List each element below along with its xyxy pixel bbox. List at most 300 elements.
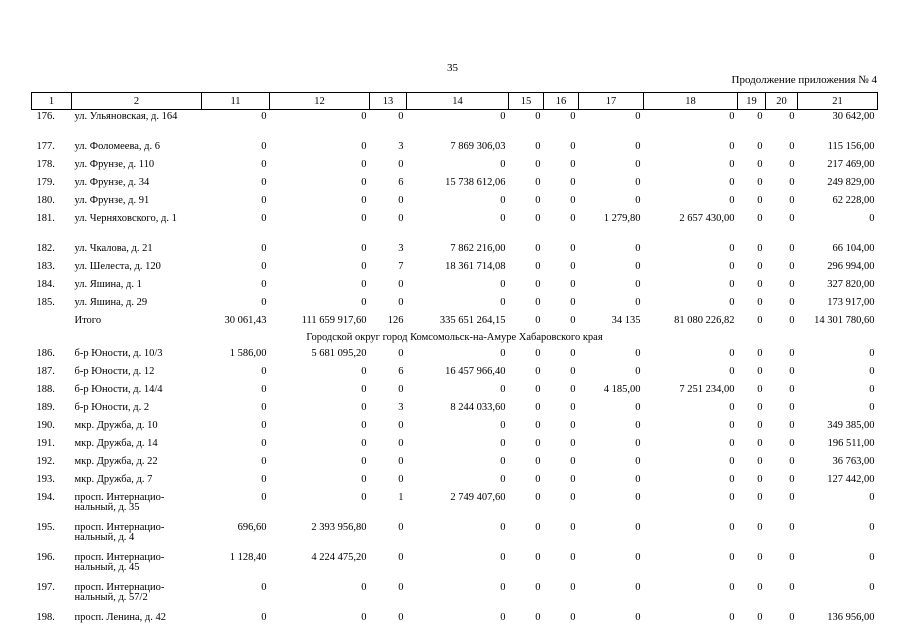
value-cell: 0 [398,420,404,431]
value-cell: 0 [757,366,763,377]
total-row [32,314,878,332]
row-number: 198. [36,612,55,623]
value-cell: 0 [535,402,541,413]
value-cell: 0 [757,456,763,467]
value-cell: 115 156,00 [827,141,875,152]
value-cell: 0 [729,279,735,290]
value-cell: 0 [635,456,641,467]
row-number: 185. [36,297,55,308]
value-cell: 0 [261,582,267,593]
value-cell: 0 [535,243,541,254]
value-cell: 696,60 [237,522,267,533]
value-cell: 16 457 966,40 [445,366,506,377]
value-cell: 0 [500,552,506,563]
value-cell: 0 [869,402,875,413]
value-cell: 0 [261,111,267,122]
value-cell: 173 917,00 [827,297,875,308]
value-cell: 0 [261,612,267,623]
value-cell: 0 [535,366,541,377]
value-cell: 0 [570,438,576,449]
value-cell: 0 [635,348,641,359]
address-cell: ул. Фоломеева, д. 6 [74,141,161,152]
value-cell: 3 [398,243,404,254]
value-cell: 30 642,00 [832,111,875,122]
value-cell: 0 [398,195,404,206]
value-cell: 327 820,00 [827,279,875,290]
value-cell: 0 [361,612,367,623]
value-cell: 0 [789,492,795,503]
value-cell: 0 [570,492,576,503]
value-cell: 0 [261,279,267,290]
table-row [32,140,878,158]
value-cell: 0 [757,141,763,152]
value-cell: 6 [398,366,404,377]
table-row [32,437,878,455]
table-row [32,158,878,176]
value-cell: 7 869 306,03 [450,141,506,152]
value-cell: 0 [729,492,735,503]
value-cell: 0 [757,474,763,485]
value-cell: 249 829,00 [827,177,875,188]
column-header: 1 [32,93,72,110]
address-cell: Итого [74,315,102,326]
value-cell: 0 [500,582,506,593]
row-number: 181. [36,213,55,224]
value-cell: 0 [570,315,576,326]
value-cell: 0 [635,582,641,593]
value-cell: 3 [398,402,404,413]
value-cell: 0 [635,297,641,308]
table-row [32,212,878,242]
value-cell: 0 [361,456,367,467]
table-row [32,242,878,260]
value-cell: 0 [361,141,367,152]
value-cell: 7 [398,261,404,272]
value-cell: 0 [261,195,267,206]
row-number: 191. [36,438,55,449]
value-cell: 0 [535,492,541,503]
value-cell: 0 [729,438,735,449]
value-cell: 0 [535,159,541,170]
value-cell: 0 [757,612,763,623]
address-cell: ул. Яшина, д. 29 [74,297,148,308]
row-number: 180. [36,195,55,206]
address-cell: мкр. Дружба, д. 10 [74,420,158,431]
value-cell: 0 [535,261,541,272]
value-cell: 0 [261,261,267,272]
value-cell: 0 [789,159,795,170]
value-cell: 0 [757,297,763,308]
value-cell: 0 [535,438,541,449]
value-cell: 0 [635,438,641,449]
value-cell: 0 [869,348,875,359]
value-cell: 2 749 407,60 [450,492,506,503]
value-cell: 1 279,80 [603,213,641,224]
value-cell: 0 [398,111,404,122]
value-cell: 0 [570,141,576,152]
value-cell: 81 080 226,82 [674,315,735,326]
value-cell: 36 763,00 [832,456,875,467]
value-cell: 0 [570,195,576,206]
value-cell: 1 128,40 [229,552,267,563]
value-cell: 0 [535,582,541,593]
value-cell: 0 [570,177,576,188]
value-cell: 0 [729,612,735,623]
data-table [31,92,878,629]
value-cell: 0 [261,366,267,377]
column-header: 11 [202,93,270,110]
value-cell: 0 [635,522,641,533]
address-cell: ул. Шелеста, д. 120 [74,261,161,272]
value-cell: 0 [398,279,404,290]
value-cell: 0 [535,384,541,395]
value-cell: 0 [570,279,576,290]
table-body [32,110,878,630]
value-cell: 1 [398,492,404,503]
value-cell: 0 [869,522,875,533]
value-cell: 0 [635,492,641,503]
value-cell: 0 [570,348,576,359]
address-cell: просп. Интернацио-нальный, д. 57/2 [74,582,165,603]
column-header: 18 [644,93,738,110]
row-number: 194. [36,492,55,503]
value-cell: 0 [361,159,367,170]
value-cell: 0 [789,141,795,152]
value-cell: 0 [729,348,735,359]
value-cell: 0 [570,522,576,533]
column-header: 2 [72,93,202,110]
value-cell: 196 511,00 [827,438,875,449]
value-cell: 0 [535,177,541,188]
value-cell: 0 [535,348,541,359]
value-cell: 0 [361,492,367,503]
value-cell: 30 061,43 [224,315,267,326]
value-cell: 0 [361,438,367,449]
table-row [32,473,878,491]
value-cell: 8 244 033,60 [450,402,506,413]
value-cell: 0 [500,279,506,290]
value-cell: 0 [757,384,763,395]
value-cell: 0 [361,384,367,395]
value-cell: 0 [361,582,367,593]
column-header: 15 [509,93,544,110]
table-row [32,260,878,278]
value-cell: 0 [635,261,641,272]
value-cell: 0 [729,141,735,152]
address-cell: просп. Интернацио-нальный, д. 4 [74,522,165,543]
value-cell: 0 [500,297,506,308]
value-cell: 0 [757,177,763,188]
value-cell: 0 [570,582,576,593]
value-cell: 0 [729,297,735,308]
value-cell: 0 [729,177,735,188]
address-cell: ул. Ульяновская, д. 164 [74,111,178,122]
table-row [32,491,878,521]
address-cell: мкр. Дружба, д. 7 [74,474,153,485]
value-cell: 0 [361,213,367,224]
value-cell: 0 [789,111,795,122]
value-cell: 0 [789,474,795,485]
value-cell: 0 [500,213,506,224]
value-cell: 0 [361,261,367,272]
value-cell: 0 [500,195,506,206]
row-number: 177. [36,141,55,152]
value-cell: 0 [361,420,367,431]
value-cell: 0 [757,420,763,431]
table-row [32,401,878,419]
value-cell: 0 [869,582,875,593]
value-cell: 349 385,00 [827,420,875,431]
value-cell: 0 [789,438,795,449]
address-cell: б-р Юности, д. 10/3 [74,348,163,359]
value-cell: 0 [570,297,576,308]
value-cell: 0 [535,111,541,122]
value-cell: 0 [535,420,541,431]
value-cell: 0 [398,552,404,563]
value-cell: 0 [729,195,735,206]
value-cell: 0 [570,243,576,254]
value-cell: 0 [535,456,541,467]
value-cell: 0 [729,522,735,533]
value-cell: 15 738 612,06 [445,177,506,188]
value-cell: 0 [757,243,763,254]
value-cell: 0 [361,366,367,377]
row-number: 195. [36,522,55,533]
value-cell: 0 [398,474,404,485]
value-cell: 127 442,00 [827,474,875,485]
value-cell: 0 [729,261,735,272]
row-number: 197. [36,582,55,593]
value-cell: 0 [570,111,576,122]
value-cell: 0 [789,348,795,359]
value-cell: 0 [570,366,576,377]
table-row [32,455,878,473]
value-cell: 0 [757,315,763,326]
column-header: 20 [766,93,798,110]
value-cell: 0 [757,111,763,122]
value-cell: 0 [757,582,763,593]
value-cell: 0 [635,366,641,377]
value-cell: 0 [398,348,404,359]
value-cell: 0 [729,366,735,377]
address-cell: просп. Интернацио-нальный, д. 35 [74,492,165,513]
value-cell: 126 [387,315,404,326]
value-cell: 0 [570,612,576,623]
value-cell: 0 [261,243,267,254]
value-cell: 0 [570,420,576,431]
value-cell: 0 [535,141,541,152]
value-cell: 0 [729,582,735,593]
row-number: 184. [36,279,55,290]
value-cell: 0 [789,279,795,290]
value-cell: 0 [261,141,267,152]
table-row [32,611,878,629]
value-cell: 0 [635,612,641,623]
value-cell: 0 [789,420,795,431]
value-cell: 0 [361,402,367,413]
address-cell: ул. Черняховского, д. 1 [74,213,177,224]
value-cell: 0 [789,195,795,206]
value-cell: 0 [729,552,735,563]
value-cell: 0 [789,315,795,326]
address-cell: мкр. Дружба, д. 14 [74,438,158,449]
value-cell: 0 [635,111,641,122]
value-cell: 0 [869,552,875,563]
value-cell: 217 469,00 [827,159,875,170]
value-cell: 0 [729,474,735,485]
value-cell: 2 657 430,00 [679,213,735,224]
value-cell: 0 [635,474,641,485]
value-cell: 0 [361,243,367,254]
value-cell: 7 251 234,00 [679,384,735,395]
value-cell: 0 [361,279,367,290]
value-cell: 0 [535,474,541,485]
value-cell: 0 [535,552,541,563]
value-cell: 0 [570,159,576,170]
value-cell: 0 [729,402,735,413]
value-cell: 0 [789,582,795,593]
value-cell: 0 [789,456,795,467]
value-cell: 0 [789,552,795,563]
value-cell: 0 [500,612,506,623]
value-cell: 0 [789,177,795,188]
row-number: 187. [36,366,55,377]
value-cell: 14 301 780,60 [814,315,875,326]
value-cell: 0 [261,420,267,431]
row-number: 179. [36,177,55,188]
row-number: 176. [36,111,55,122]
address-cell: б-р Юности, д. 14/4 [74,384,163,395]
value-cell: 0 [535,213,541,224]
table-row [32,521,878,551]
table-row [32,176,878,194]
value-cell: 0 [570,552,576,563]
value-cell: 0 [261,177,267,188]
value-cell: 0 [757,279,763,290]
table-row [32,296,878,314]
column-header: 14 [407,93,509,110]
value-cell: 0 [500,348,506,359]
value-cell: 0 [635,243,641,254]
value-cell: 0 [398,582,404,593]
value-cell: 0 [261,297,267,308]
value-cell: 0 [729,159,735,170]
value-cell: 34 135 [611,315,641,326]
value-cell: 0 [869,366,875,377]
value-cell: 0 [261,456,267,467]
region-title: Городской округ город Комсомольск-на-Амуре Хабаровского края [306,332,603,343]
table-row [32,278,878,296]
row-number: 186. [36,348,55,359]
value-cell: 0 [570,261,576,272]
row-number: 190. [36,420,55,431]
row-number: 189. [36,402,55,413]
table-row [32,581,878,611]
row-number: 188. [36,384,55,395]
value-cell: 0 [500,420,506,431]
address-cell: просп. Ленина, д. 42 [74,612,166,623]
address-cell: просп. Интернацио-нальный, д. 45 [74,552,165,573]
column-header: 19 [738,93,766,110]
value-cell: 0 [729,420,735,431]
value-cell: 0 [535,315,541,326]
value-cell: 136 956,00 [827,612,875,623]
continuation-title: Продолжение приложения № 4 [731,74,877,86]
value-cell: 0 [500,456,506,467]
value-cell: 3 [398,141,404,152]
value-cell: 7 862 216,00 [450,243,506,254]
row-number: 183. [36,261,55,272]
table-row [32,365,878,383]
value-cell: 0 [635,141,641,152]
row-number: 182. [36,243,55,254]
value-cell: 0 [757,402,763,413]
value-cell: 0 [789,243,795,254]
value-cell: 0 [757,552,763,563]
value-cell: 0 [869,213,875,224]
value-cell: 0 [635,195,641,206]
value-cell: 0 [789,297,795,308]
value-cell: 0 [361,177,367,188]
value-cell: 0 [570,402,576,413]
column-header: 16 [544,93,579,110]
value-cell: 111 659 917,60 [301,315,367,326]
value-cell: 0 [869,384,875,395]
value-cell: 0 [635,402,641,413]
value-cell: 0 [361,297,367,308]
value-cell: 0 [398,456,404,467]
value-cell: 0 [500,159,506,170]
value-cell: 0 [789,522,795,533]
value-cell: 0 [635,177,641,188]
header-row [32,93,878,110]
row-number: 196. [36,552,55,563]
value-cell: 0 [635,552,641,563]
value-cell: 0 [398,159,404,170]
value-cell: 0 [789,402,795,413]
value-cell: 0 [261,384,267,395]
value-cell: 0 [570,384,576,395]
value-cell: 0 [535,279,541,290]
value-cell: 1 586,00 [229,348,267,359]
value-cell: 0 [570,213,576,224]
value-cell: 2 393 956,80 [311,522,367,533]
table-row [32,551,878,581]
region-row [32,332,878,347]
value-cell: 0 [789,384,795,395]
value-cell: 0 [729,111,735,122]
value-cell: 0 [789,261,795,272]
value-cell: 4 185,00 [603,384,641,395]
value-cell: 62 228,00 [832,195,875,206]
value-cell: 0 [500,522,506,533]
value-cell: 0 [535,297,541,308]
address-cell: ул. Фрунзе, д. 110 [74,159,155,170]
value-cell: 0 [261,159,267,170]
address-cell: ул. Фрунзе, д. 91 [74,195,150,206]
value-cell: 0 [535,522,541,533]
address-cell: б-р Юности, д. 2 [74,402,150,413]
value-cell: 0 [757,438,763,449]
table-row [32,383,878,401]
value-cell: 0 [500,474,506,485]
value-cell: 18 361 714,08 [445,261,506,272]
value-cell: 0 [757,492,763,503]
row-number [32,314,72,332]
page-number: 35 [447,62,458,74]
value-cell: 0 [500,438,506,449]
value-cell: 0 [535,612,541,623]
